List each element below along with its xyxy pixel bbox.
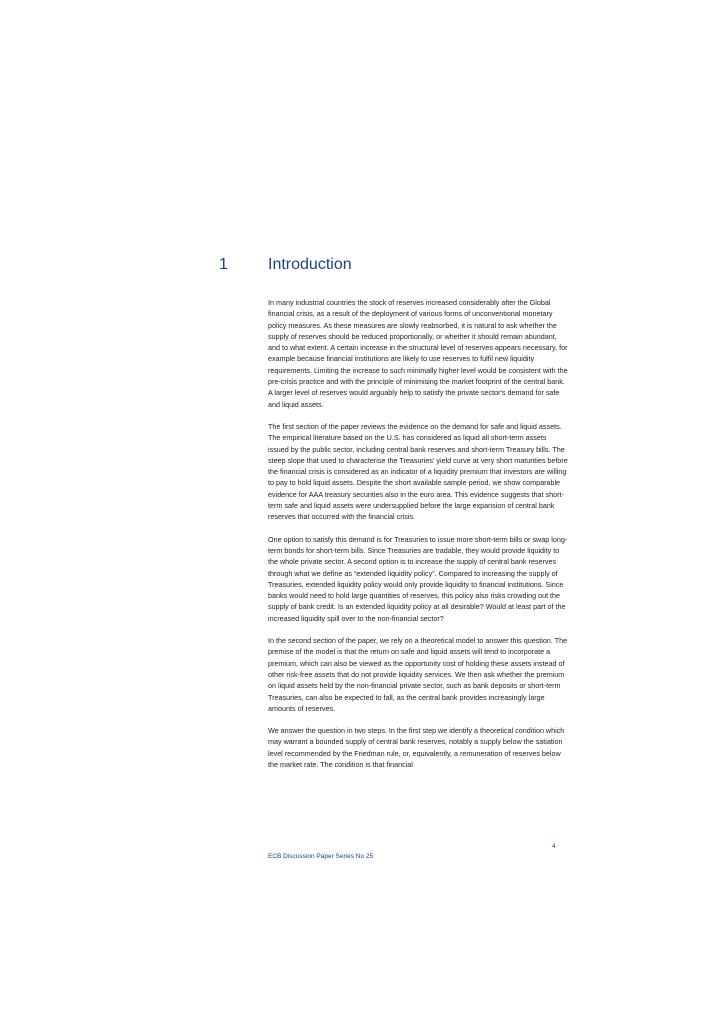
paragraph: In many industrial countries the stock of reserves increased considerably after the Global financial crisis, as a result of the deployment of various forms of unconventional monetary policy measures. As these measures are slowly reabsorbed, it is natural to ask whether the supply of reserves should be reduced proportionally, or whether it should remain abundant, and to what extent. A certain increase in the structural level of reserves appears necessary, for example because financial institutions are likely to use reserves to fulfil new liquidity requirements. Limiting the increase to such minimally higher level would be consistent with the pre-crisis practice and with the principle of minimising the market footprint of the central bank. A larger level of reserves would arguably help to satisfy the private sector's demand for safe and liquid assets.	[268, 298, 568, 409]
paragraph: The first section of the paper reviews the evidence on the demand for safe and liquid assets. The empirical literature based on the U.S. has considered as liquid all short-term assets issued by the public sector, including central bank reserves and short-term Treasury bills. The steep slope that used to characterise the Treasuries' yield curve at very short maturities before the financial crisis is considered as an indicator of a liquidity premium that investors are willing to pay to hold liquid assets. Despite the short available sample period, we show comparable evidence for AAA treasury securities also in the euro area. This evidence suggests that short-term safe and liquid assets were undersupplied before the large expansion of central bank reserves that occurred with the financial crisis.	[268, 421, 568, 522]
section-heading	[0, 254, 724, 278]
paragraph: In the second section of the paper, we rely on a theoretical model to answer this question. The premise of the model is that the return on safe and liquid assets will tend to incorporate a premium, which can also be viewed as the opportunity cost of holding these assets instead of other risk-free assets that do not provide liquidity services. We then ask whether the premium on liquid assets held by the non-financial private sector, such as bank deposits or short-term Treasuries, can also be expected to fall, as the central bank provides increasingly large amounts of reserves.	[268, 636, 568, 713]
section-number: 1	[219, 256, 228, 273]
paragraph: We answer the question in two steps. In the first step we identify a theoretical condition which may warrant a bounded supply of central bank reserves, notably a supply below the satiation level recommended by the Friedman rule, or, equivalently, a remuneration of reserves below the market rate. The condition is that financial	[268, 726, 565, 769]
footer-series: ECB Discussion Paper Series No 25	[268, 853, 374, 860]
body-text	[268, 297, 568, 781]
page-number: 4	[552, 843, 556, 850]
section-title: Introduction	[268, 256, 352, 273]
paragraph: One option to satisfy this demand is for Treasuries to issue more short-term bills or swap long-term bonds for short-term bills. Since Treasuries are tradable, they would provide liquidity to the whole private sector. A second option is to increase the supply of central bank reserves through what we define as “extended liquidity policy”. Compared to increasing the supply of Treasuries, extended liquidity policy would only provide liquidity to financial institutions. Since banks would need to hold large quantities of reserves, this policy also risks crowding out the supply of bank credit. Is an extended liquidity policy at all desirable? Would at least part of the increased liquidity spill over to the non-financial sector?	[268, 534, 568, 623]
